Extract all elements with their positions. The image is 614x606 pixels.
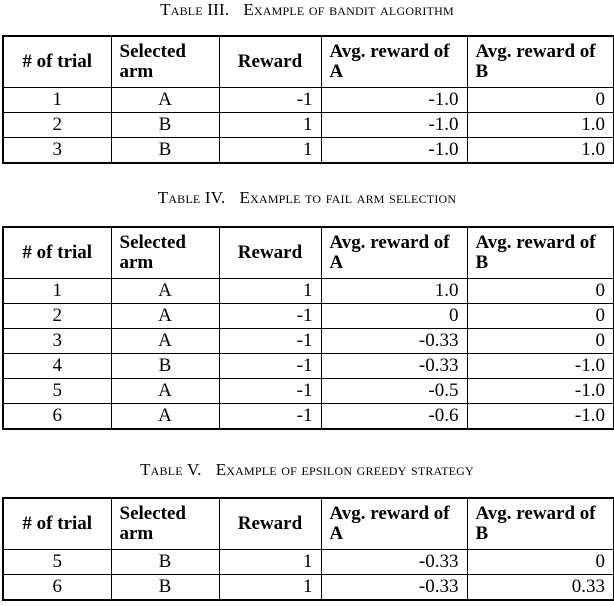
cell-avg-reward-b: 0.33 [467,575,614,601]
cell-avg-reward-b: -1.0 [467,354,614,379]
cell-avg-reward-a: -0.5 [321,379,467,404]
header-row [3,227,614,279]
cell-avg-reward-a: -0.33 [321,354,467,379]
column-header-reward: Reward [219,36,321,88]
cell-reward: -1 [219,304,321,329]
cell-trial: 1 [3,279,111,304]
cell-selected-arm: A [111,404,219,430]
table-row [3,329,614,354]
table-row [3,113,614,138]
cell-trial: 3 [3,138,111,164]
cell-avg-reward-a: -0.33 [321,575,467,601]
table-row [3,550,614,575]
column-header-avg-reward-a: Avg. reward of A [321,498,467,550]
cell-reward: 1 [219,279,321,304]
cell-avg-reward-a: -0.33 [321,550,467,575]
cell-trial: 5 [3,550,111,575]
header-row [3,498,614,550]
table-number: Table III. [160,0,230,19]
table-caption [0,188,614,208]
data-table [2,226,614,430]
data-table [2,35,614,164]
data-table [2,497,614,601]
cell-avg-reward-b: 0 [467,550,614,575]
cell-selected-arm: A [111,304,219,329]
cell-avg-reward-a: -0.6 [321,404,467,430]
cell-avg-reward-b: -1.0 [467,379,614,404]
column-header-selected-arm: Selected arm [111,227,219,279]
table-caption [0,0,614,20]
cell-avg-reward-b: -1.0 [467,404,614,430]
column-header-selected-arm: Selected arm [111,36,219,88]
table-number: Table IV. [157,188,226,207]
table-caption [0,460,614,480]
table-title: Example of epsilon greedy strategy [215,460,474,479]
cell-reward: -1 [219,354,321,379]
column-header-reward: Reward [219,498,321,550]
table-row [3,379,614,404]
cell-reward: 1 [219,575,321,601]
column-header-avg-reward-a: Avg. reward of A [321,227,467,279]
cell-selected-arm: A [111,88,219,113]
table-number: Table V. [140,460,202,479]
cell-selected-arm: B [111,354,219,379]
cell-selected-arm: A [111,329,219,354]
table-row [3,354,614,379]
table-title: Example to fail arm selection [239,188,457,207]
cell-avg-reward-a: -1.0 [321,138,467,164]
cell-trial: 3 [3,329,111,354]
cell-selected-arm: A [111,379,219,404]
cell-reward: -1 [219,379,321,404]
cell-avg-reward-b: 0 [467,304,614,329]
cell-selected-arm: B [111,575,219,601]
cell-selected-arm: B [111,138,219,164]
cell-avg-reward-a: -1.0 [321,88,467,113]
cell-avg-reward-b: 0 [467,279,614,304]
cell-reward: 1 [219,550,321,575]
cell-avg-reward-b: 0 [467,329,614,354]
column-header-trial: # of trial [3,498,111,550]
cell-reward: -1 [219,404,321,430]
cell-reward: -1 [219,88,321,113]
cell-avg-reward-a: 0 [321,304,467,329]
column-header-avg-reward-b: Avg. reward of B [467,227,614,279]
column-header-trial: # of trial [3,227,111,279]
cell-trial: 1 [3,88,111,113]
cell-trial: 5 [3,379,111,404]
table-title: Example of bandit algorithm [243,0,454,19]
column-header-trial: # of trial [3,36,111,88]
cell-avg-reward-a: 1.0 [321,279,467,304]
column-header-avg-reward-b: Avg. reward of B [467,498,614,550]
cell-reward: 1 [219,138,321,164]
cell-trial: 2 [3,304,111,329]
cell-reward: -1 [219,329,321,354]
cell-selected-arm: B [111,113,219,138]
cell-selected-arm: A [111,279,219,304]
table-row [3,304,614,329]
cell-avg-reward-b: 1.0 [467,113,614,138]
table-row [3,138,614,164]
column-header-avg-reward-b: Avg. reward of B [467,36,614,88]
cell-avg-reward-a: -0.33 [321,329,467,354]
cell-selected-arm: B [111,550,219,575]
column-header-avg-reward-a: Avg. reward of A [321,36,467,88]
cell-avg-reward-b: 0 [467,88,614,113]
column-header-reward: Reward [219,227,321,279]
table-row [3,279,614,304]
table-row [3,404,614,430]
table-row [3,88,614,113]
table-row [3,575,614,601]
cell-trial: 4 [3,354,111,379]
cell-avg-reward-b: 1.0 [467,138,614,164]
header-row [3,36,614,88]
cell-trial: 2 [3,113,111,138]
cell-trial: 6 [3,575,111,601]
cell-reward: 1 [219,113,321,138]
column-header-selected-arm: Selected arm [111,498,219,550]
cell-trial: 6 [3,404,111,430]
cell-avg-reward-a: -1.0 [321,113,467,138]
